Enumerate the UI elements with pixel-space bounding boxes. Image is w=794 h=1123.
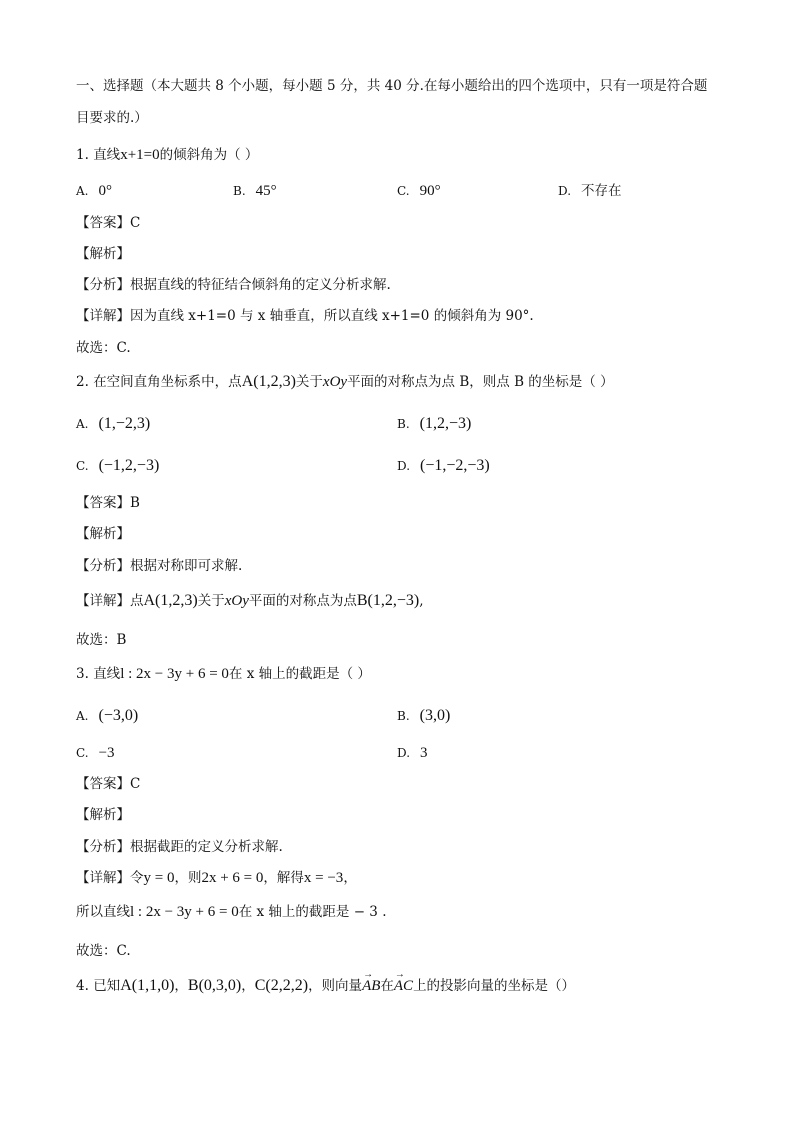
q1-analysis-title: 【解析】 — [76, 246, 130, 262]
q1-option-d[interactable]: D. 不存在 — [558, 183, 622, 199]
q3-number: 3. — [76, 666, 89, 682]
q2-point-a: A(1,2,3) — [241, 373, 296, 390]
section-header-line2: 目要求的.） — [76, 110, 148, 126]
q2-analysis-title: 【解析】 — [76, 526, 130, 542]
q1-stem-pre: 直线 — [93, 147, 121, 163]
q3-stem: 3. 直线l : 2x − 3y + 6 = 0在 x 轴上的截距是（ ） — [76, 666, 371, 682]
q4-point-b: B(0,3,0) — [187, 977, 242, 994]
q2-result-point: B(1,2,−3) — [356, 592, 420, 609]
q2-number: 2. — [76, 374, 89, 390]
q4-vector-ab: → AB — [362, 976, 380, 996]
q3-option-d[interactable]: D. 3 — [397, 745, 428, 761]
q3-option-a[interactable]: A. (−3,0) — [76, 707, 139, 724]
q1-answer: 【答案】C — [76, 215, 141, 231]
q2-conclusion: 故选：B — [76, 632, 127, 648]
q2-plane: xOy — [322, 374, 348, 390]
q2-option-a[interactable]: A. (1,−2,3) — [76, 415, 151, 432]
q2-option-c[interactable]: C. (−1,2,−3) — [76, 457, 160, 474]
q4-point-a: A(1,1,0) — [120, 977, 175, 994]
q3-detail: 【详解】令y = 0，则2x + 6 = 0，解得x = −3， — [76, 870, 357, 886]
q3-conclusion: 故选：C. — [76, 943, 131, 959]
q2-detail: 【详解】点A(1,2,3)关于xOy平面的对称点为点B(1,2,−3), — [76, 592, 424, 609]
q1-fenxi: 【分析】根据直线的特征结合倾斜角的定义分析求解. — [76, 277, 391, 293]
q1-number: 1. — [76, 147, 89, 163]
q4-point-c: C(2,2,2) — [254, 977, 309, 994]
q4-vector-ac: → AC — [394, 976, 413, 996]
q1-option-a[interactable]: A. 0° — [76, 183, 112, 199]
section-header-line1: 一、选择题（本大题共 8 个小题，每小题 5 分，共 40 分.在每小题给出的四个选项中，只有一项是符合题 — [76, 78, 708, 94]
q3-option-b[interactable]: B. (3,0) — [397, 707, 451, 724]
q1-equation: x+1=0 — [120, 147, 160, 163]
q1-stem — [76, 145, 258, 165]
q3-analysis-title: 【解析】 — [76, 807, 130, 823]
q2-stem: 2. 在空间直角坐标系中，点A(1,2,3)关于xOy平面的对称点为点 B，则点 B 的坐标是（ ） — [76, 373, 614, 390]
q1-option-b[interactable]: B. 45° — [233, 183, 277, 199]
q1-stem-post: 的倾斜角为（ ） — [159, 147, 259, 163]
q3-fenxi: 【分析】根据截距的定义分析求解. — [76, 839, 283, 855]
q3-equation: l : 2x − 3y + 6 = 0 — [120, 666, 229, 682]
q2-fenxi: 【分析】根据对称即可求解. — [76, 558, 243, 574]
q2-answer: 【答案】B — [76, 495, 140, 511]
q2-option-b[interactable]: B. (1,2,−3) — [397, 415, 472, 432]
q3-option-c[interactable]: C. −3 — [76, 745, 115, 761]
q3-answer: 【答案】C — [76, 776, 141, 792]
q2-option-d[interactable]: D. (−1,−2,−3) — [397, 457, 490, 474]
q1-detail: 【详解】因为直线 x+1=0 与 x 轴垂直，所以直线 x+1=0 的倾斜角为 90°. — [76, 308, 534, 324]
q4-number: 4. — [76, 978, 89, 994]
q4-stem: 4. 已知A(1,1,0)，B(0,3,0)，C(2,2,2)，则向量→ AB在→ AC上的投影向量的坐标是（） — [76, 976, 575, 996]
q1-option-c[interactable]: C. 90° — [397, 183, 441, 199]
q3-detail-2: 所以直线l : 2x − 3y + 6 = 0在 x 轴上的截距是 − 3 . — [76, 904, 387, 920]
q1-conclusion: 故选：C. — [76, 340, 131, 356]
